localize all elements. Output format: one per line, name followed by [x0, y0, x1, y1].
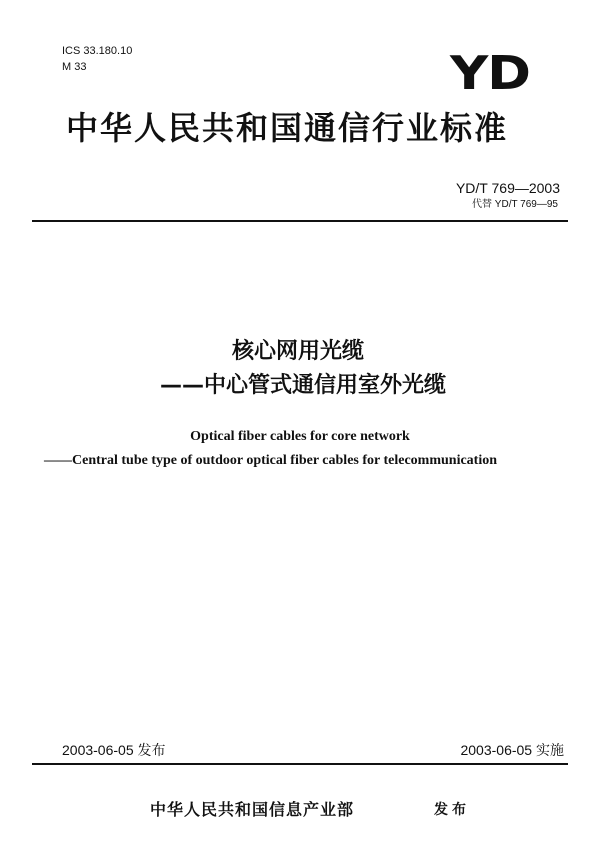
publisher-name: 中华人民共和国信息产业部	[150, 800, 355, 819]
cn-title-line2: ——中心管式通信用室外光缆	[160, 373, 447, 398]
implementation-date: 2003-06-05 实施	[460, 742, 564, 758]
en-title-line1: Optical fiber cables for core network	[190, 429, 410, 444]
replaces-standard: 代替 YD/T 769—95	[472, 199, 558, 210]
en-title-line2: ——Central tube type of outdoor optical fiber cables for telecommunication	[44, 453, 498, 468]
org-title: 中华人民共和国通信行业标准	[66, 109, 509, 147]
yd-logo: YD	[450, 46, 530, 100]
issue-date: 2003-06-05 发布	[62, 742, 166, 758]
header-divider	[32, 220, 568, 222]
footer-divider	[32, 763, 568, 765]
ics-code: ICS 33.180.10	[62, 45, 133, 57]
publish-label: 发布	[434, 802, 470, 818]
classification-code: M 33	[62, 61, 87, 73]
standard-number: YD/T 769—2003	[455, 180, 560, 196]
cn-title-line1: 核心网用光缆	[232, 339, 365, 364]
